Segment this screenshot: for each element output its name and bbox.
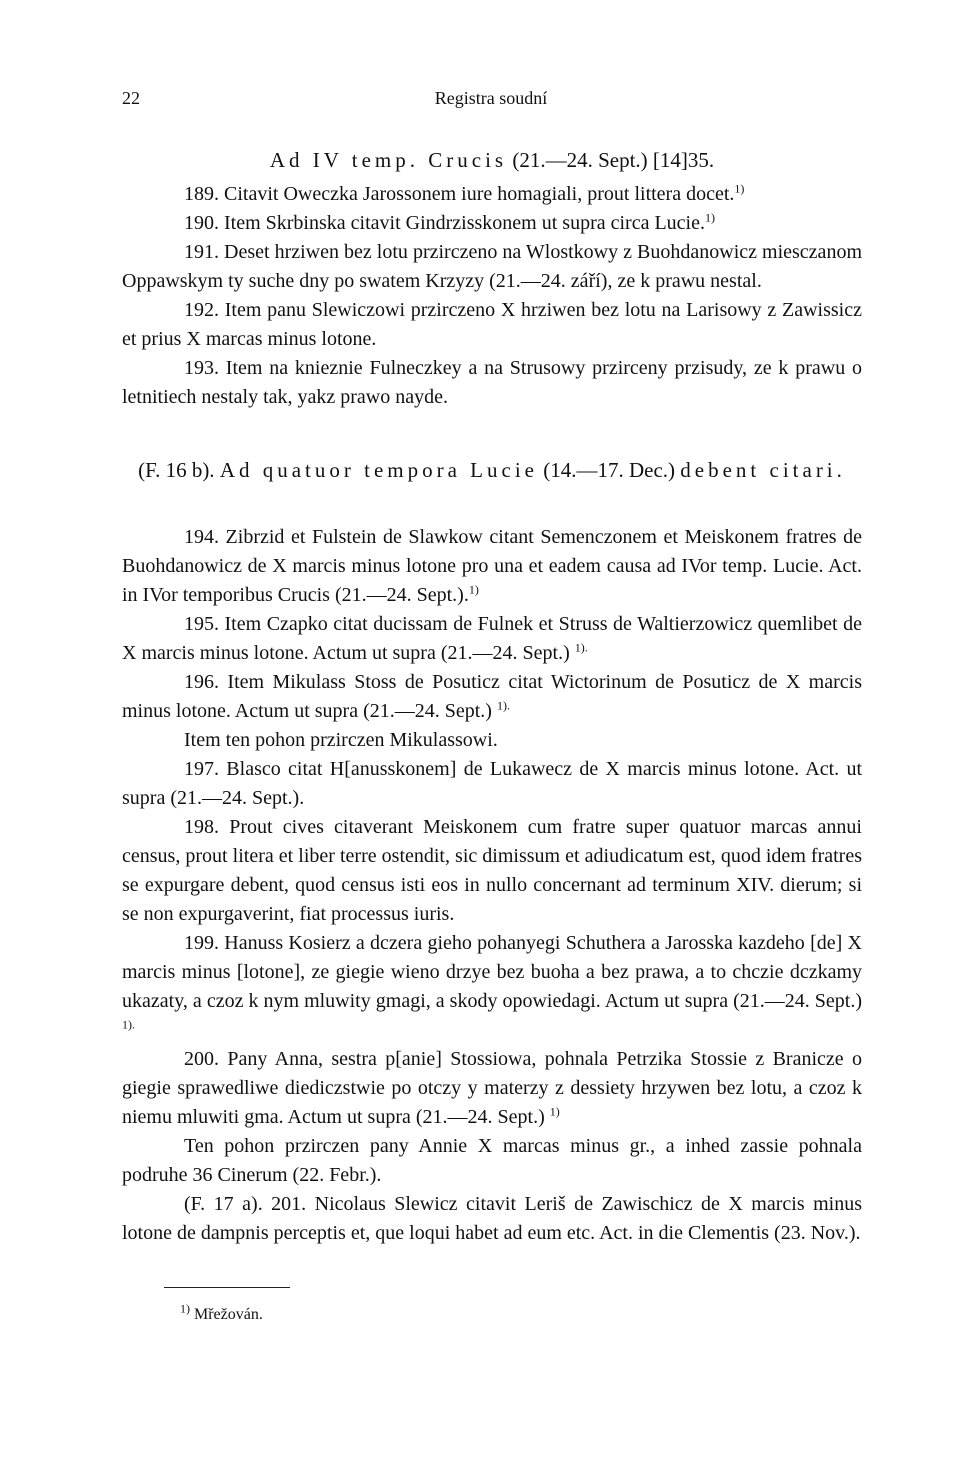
entry-text: 199. Hanuss Kosierz a dczera gieho pohanyegi Schuthera a Jarosska kazdeho [de] X marcis minus [lotone], ze giegie wieno drzye bez buoha a bez prawa, a to chczie dczkamy ukazaty, a czoz k nym mluwity gmagi, a skody opowiedagi. Actum ut supra (21.—24. Sept.) (122, 932, 862, 1012)
entry (122, 296, 862, 354)
entry (122, 668, 862, 726)
footnote-mark: 1). (122, 1017, 135, 1032)
entry (122, 726, 862, 755)
footnote (180, 1301, 263, 1326)
section-heading-crucis (122, 145, 862, 175)
section-heading-dates: (21.—24. Sept.) [14]35. (512, 148, 715, 172)
entry (122, 929, 862, 1045)
entry (122, 1132, 862, 1190)
entry-text: 198. Prout cives citaverant Meiskonem cum fratre super quatuor marcas annui census, prout litera et liber terre ostendit, sic dimissum et adiudicatum est, quod idem fratres se expurgare debent, quod census isti eos in nullo concernant ad terminum XIV. dierum; si se non expurgaverint, fiat processus iuris. (122, 816, 862, 925)
section-heading-end: debent citari. (680, 458, 846, 482)
entry-text: Item ten pohon przirczen Mikulassowi. (184, 729, 498, 751)
entries-block-2 (122, 523, 862, 1248)
entry (122, 610, 862, 668)
entry (122, 238, 862, 296)
entry-text: 189. Citavit Oweczka Jarossonem iure homagiali, prout littera docet. (184, 183, 735, 205)
running-head (122, 88, 860, 112)
section-heading-dates: (14.—17. Dec.) (543, 458, 676, 482)
folio-reference: (F. 16 b). (138, 458, 215, 482)
entry-text: 200. Pany Anna, sestra p[anie] Stossiowa, pohnala Petrzika Stossie z Branicze o giegie sprawedliwe diediczstwie po otczy y materzy z dessiety hrzywen bez lotu, a czoz k niemu mluwiti gma. Actum ut supra (21.—24. Sept.) (122, 1048, 862, 1128)
entries-block-1 (122, 180, 862, 412)
entry (122, 209, 862, 238)
section-heading-title: Ad IV temp. Crucis (269, 148, 508, 172)
entry-text: 194. Zibrzid et Fulstein de Slawkow citant Semenczonem et Meiskonem fratres de Buohdanowicz de X marcis minus lotone pro una et eadem causa ad IVor temp. Lucie. Act. in IVor temporibus Crucis (21.—24. Sept.). (122, 526, 862, 606)
entry-text: 195. Item Czapko citat ducissam de Fulnek et Struss de Waltierzowicz quemlibet de X marcis minus lotone. Actum ut supra (21.—24. Sept.) (122, 613, 862, 664)
footnote-mark: 1). (574, 640, 588, 655)
entry (122, 180, 862, 209)
section-heading-title: Ad quatuor tempora Lucie (219, 458, 538, 482)
entry (122, 813, 862, 929)
entry (122, 755, 862, 813)
running-title: Registra soudní (434, 88, 548, 108)
entry-text: 191. Deset hrziwen bez lotu przirczeno na Wlostkowy z Buohdanowicz miesczanom Oppawskym ty suche dny po swatem Krzyzy (21.—24. září), ze k prawu nestal. (122, 241, 862, 292)
entry-text: 192. Item panu Slewiczowi przirczeno X hrziwen bez lotu na Larisowy z Zawissicz et prius X marcas minus lotone. (122, 299, 862, 350)
entry (122, 1190, 862, 1248)
entry (122, 523, 862, 610)
entry (122, 354, 862, 412)
section-heading-lucie (122, 455, 862, 485)
footnote-mark: 1) (549, 1104, 560, 1119)
footnote-divider (164, 1287, 290, 1288)
entry-text: (F. 17 a). 201. Nicolaus Slewicz citavit Leriš de Zawischicz de X marcis minus lotone de dampnis perceptis et, que loqui habet ad eum etc. Act. in die Clementis (23. Nov.). (122, 1193, 862, 1244)
entry-text: 193. Item na knieznie Fulneczkey a na Strusowy przirceny przisudy, ze k prawu o letnitiech nestaly tak, yakz prawo nayde. (122, 357, 862, 408)
page-number: 22 (122, 88, 140, 108)
entry-text: Ten pohon przirczen pany Annie X marcas minus gr., a inhed zassie pohnala podruhe 36 Cinerum (22. Febr.). (122, 1135, 862, 1186)
entry-text: 190. Item Skrbinska citavit Gindrzisskonem ut supra circa Lucie. (184, 212, 705, 234)
entry-text: 197. Blasco citat H[anusskonem] de Lukawecz de X marcis minus lotone. Act. ut supra (21.—24. Sept.). (122, 758, 862, 809)
footnote-mark: 1) (468, 582, 479, 597)
footnote-mark: 1) (734, 181, 745, 196)
footnote-mark: 1) (704, 210, 715, 225)
entry-text: 196. Item Mikulass Stoss de Posuticz citat Wictorinum de Posuticz de X marcis minus lotone. Actum ut supra (21.—24. Sept.) (122, 671, 862, 722)
entry (122, 1045, 862, 1132)
footnote-mark: 1). (496, 698, 510, 713)
footnote-mark: 1) (180, 1301, 190, 1316)
footnote-text: Mřežován. (194, 1306, 263, 1323)
